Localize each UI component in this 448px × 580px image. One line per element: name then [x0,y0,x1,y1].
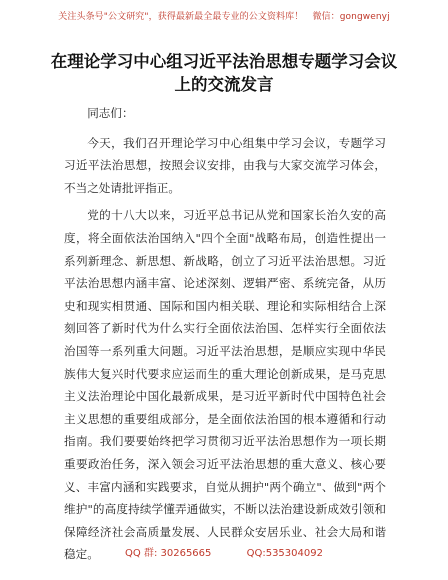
footer-contact [0,544,448,559]
paragraph-1: 今天，我们召开理论学习中心组集中学习会议，专题学习习近平法治思想，按照会议安排，由我与大家交流学习体会，不当之处请批评指正。 [64,135,386,195]
footer-qq-group: QQ 群: 30265665 [125,548,212,559]
footer-qq-number: QQ:535304092 [246,548,323,559]
document-body [64,102,386,571]
salutation: 同志们： [87,106,134,120]
header-promo-text: 关注头条号"公文研究"，获得最新最全最专业的公文资料库！ 微信：gongwenyj [58,12,390,22]
document-title: 在理论学习中心组习近平法治思想专题学习会议上的交流发言 [50,52,398,94]
paragraph-2: 党的十八大以来，习近平总书记从党和国家长治久安的高度，将全面依法治国纳入"四个全面"战略布局，创造性提出一系列新理念、新思想、新战略，创立了习近平法治思想。习近平法治思想内涵丰富、论述深刻、逻辑严密、系统完备，从历史和现实相贯通、国际和国内相关联、理论和实际相结合上深刻回答了新时代为什么实行全面依法治国、怎样实行全面依法治国等一系列重大问题。习近平法治思想，是顺应实现中华民族伟大复兴时代要求应运而生的重大理论创新成果，是马克思主义法治理论中国化最新成果，是习近平新时代中国特色社会主义思想的重要组成部分，是全面依法治国的根本遵循和行动指南。我们要要始终把学习贯彻习近平法治思想作为一项长期重要政治任务，深入领会习近平法治思想的重大意义、核心要义、丰富内涵和实践要求，自觉从拥护"两个确立"、做到"两个维护"的高度持续学懂弄通做实，不断以法治建设新成效引领和保障经济社会高质量发展、人民群众安居乐业、社会大局和谐稳定。 [64,208,386,562]
